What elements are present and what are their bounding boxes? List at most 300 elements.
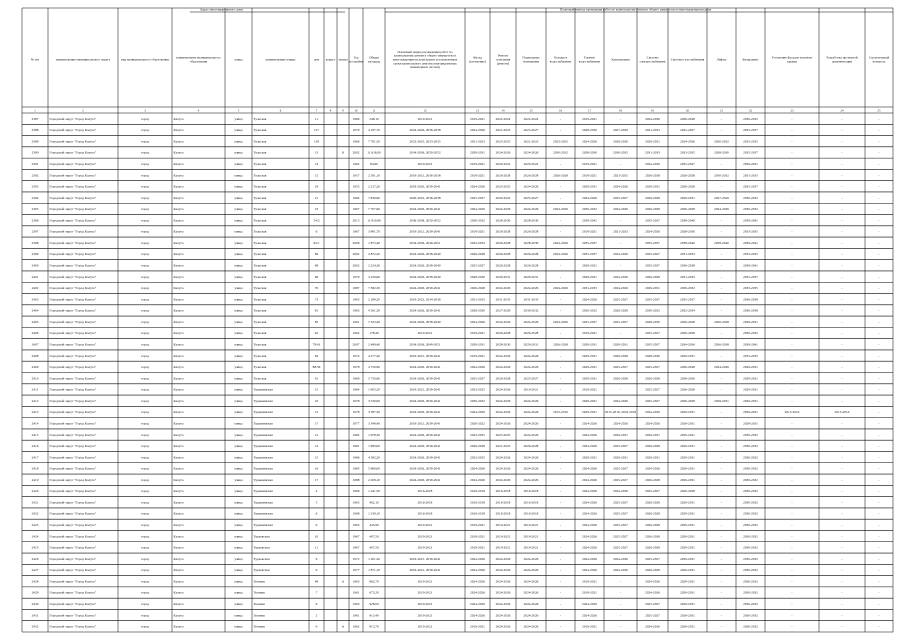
table-cell: 2015-2016 <box>553 410 568 415</box>
table-cell-empty: - <box>720 556 723 561</box>
table-cell: 2424 <box>31 534 39 539</box>
table-cell: 2019-2021 <box>417 523 433 528</box>
group-header-address: Адрес многоквартирного дома <box>200 7 243 12</box>
table-cell: 2016-2018 <box>417 489 433 494</box>
table-cell: 2035-2037 <box>743 184 758 189</box>
table-cell: Калуга <box>173 207 184 212</box>
table-cell-empty: - <box>878 568 880 573</box>
table-cell: 2023-2025 <box>613 173 628 178</box>
table-cell: 2016-2018 <box>417 511 433 516</box>
table-cell: улица <box>234 207 243 212</box>
table-cell-empty: - <box>559 161 562 166</box>
table-cell: улица <box>234 466 243 471</box>
table-cell: 2030-2032 <box>743 116 758 121</box>
table-cell: 2024-2026, 2039-2041 <box>409 455 441 460</box>
table-cell: Городской округ "Город Калуга" <box>49 207 97 212</box>
table-cell: 2019-2021 <box>582 624 597 629</box>
table-cell: 2024-2026, 2039-2041 <box>409 365 441 370</box>
table-cell: город <box>140 150 150 155</box>
table-cell: 5 750,90 <box>368 376 380 381</box>
table-cell: улица <box>234 444 243 449</box>
table-cell: 2029-2031 <box>743 398 758 403</box>
table-cell: 2024-2026, 2038-2040 <box>409 252 441 257</box>
table-cell-empty: - <box>619 240 622 245</box>
table-cell: 2398 <box>31 240 39 245</box>
table-cell: 6 <box>315 229 318 234</box>
table-cell: 2030-2032 <box>680 286 695 291</box>
table-cell: 2024-2026 <box>582 466 597 471</box>
column-number: 21 <box>720 108 723 113</box>
table-cell: 2023-2025 <box>470 455 485 460</box>
table-cell-empty: - <box>878 353 880 358</box>
table-cell: 6 <box>315 511 318 516</box>
table-cell: 2030-2032 <box>743 500 758 505</box>
table-cell-empty: - <box>720 410 723 415</box>
table-cell: улица <box>234 489 243 494</box>
table-cell-empty: - <box>559 229 562 234</box>
table-cell: Тураевская <box>253 534 270 539</box>
table-cell: 2036-2038 <box>680 263 695 268</box>
table-cell: 2019-2021 <box>523 545 539 550</box>
table-cell: Калуга <box>173 613 184 618</box>
table-cell: Городской округ "Город Калуга" <box>49 624 97 629</box>
table-cell: 1 978,30 <box>368 432 380 437</box>
table-cell-empty: - <box>841 116 843 121</box>
table-cell: 2024-2026 <box>582 601 597 606</box>
table-cell: 2026-2028 <box>613 353 628 358</box>
table-cell: 88/56 <box>312 365 321 370</box>
table-cell-empty: - <box>841 229 843 234</box>
table-cell: 928,00 <box>369 601 379 606</box>
table-cell-empty: - <box>619 590 622 595</box>
table-cell: Тюнина <box>253 590 265 595</box>
table-cell: 2024-2026 <box>523 613 539 618</box>
table-cell: Городской округ "Город Калуга" <box>49 601 97 606</box>
table-cell-empty: - <box>791 195 793 200</box>
table-cell: 2019-2021 <box>470 624 485 629</box>
table-cell: 69 <box>314 274 319 279</box>
table-cell: 2029-2031 <box>680 195 695 200</box>
table-cell: 2024-2026 <box>613 274 628 279</box>
table-cell: 2026-2028 <box>680 331 695 336</box>
table-cell-empty: - <box>619 161 622 166</box>
table-cell: Городской округ "Город Калуга" <box>49 240 97 245</box>
table-cell: 2029-2031 <box>582 455 597 460</box>
table-cell: Турынинская <box>253 444 273 449</box>
table-cell: 2025-2027 <box>613 523 628 528</box>
table-cell: Тульская <box>253 139 267 144</box>
table-cell: 2420 <box>31 489 39 494</box>
table-cell: Калуга <box>173 342 184 347</box>
table-cell: 1965 <box>352 500 360 505</box>
table-cell-empty: - <box>878 556 880 561</box>
table-cell: Калуга <box>173 523 184 528</box>
table-cell: 1 201,20 <box>368 556 380 561</box>
table-cell: 2026-2028 <box>495 376 511 381</box>
table-cell: 68 <box>314 263 319 268</box>
table-cell-empty: - <box>791 556 793 561</box>
table-cell-empty: - <box>720 523 723 528</box>
table-cell: 2030-2032 <box>645 308 660 313</box>
table-cell: 2026-2028 <box>523 173 539 178</box>
table-cell: Городской округ "Город Калуга" <box>49 297 97 302</box>
table-cell: 17 <box>314 477 319 482</box>
column-number: 16 <box>559 108 562 113</box>
table-cell: Калуга <box>173 195 184 200</box>
table-cell-empty: - <box>841 286 843 291</box>
table-cell: 2429 <box>31 590 39 595</box>
table-cell: 2397 <box>31 229 39 234</box>
table-cell: 4 750,90 <box>368 365 380 370</box>
table-cell-empty: - <box>619 263 622 268</box>
table-cell-empty: - <box>878 195 880 200</box>
table-cell: Тюнина <box>253 601 265 606</box>
table-cell-empty: - <box>841 376 843 381</box>
table-cell: 407,50 <box>369 534 379 539</box>
table-cell: 2033-2035 <box>743 286 758 291</box>
table-cell: 2029-2031 <box>743 421 758 426</box>
table-cell: 2035-2037 <box>582 240 597 245</box>
table-cell: 1979 <box>352 274 360 279</box>
table-cell-empty: - <box>791 500 793 505</box>
table-cell: 2024-2026 <box>582 444 597 449</box>
table-cell: 2033-2035 <box>743 353 758 358</box>
table-cell: 2 <box>315 613 318 618</box>
table-cell: 2403 <box>31 297 39 302</box>
table-cell: 2029-2031 <box>680 624 695 629</box>
table-cell: 2035-2037 <box>645 263 660 268</box>
table-cell: 2021-2023 <box>523 139 539 144</box>
table-cell: 2024-2026 <box>470 128 485 133</box>
table-cell: 2024-2026 <box>582 195 597 200</box>
table-cell: 2409 <box>31 365 39 370</box>
table-cell-empty: - <box>559 444 562 449</box>
table-cell: Калуга <box>173 353 184 358</box>
table-cell: 2015-2016 <box>784 410 800 415</box>
table-cell-empty: - <box>841 274 843 279</box>
table-cell-empty: - <box>559 466 562 471</box>
table-cell: 2024-2026 <box>523 455 539 460</box>
table-cell: 2024-2026 <box>523 286 539 291</box>
table-cell: 2024-2026 <box>582 568 597 573</box>
table-cell: Тураевская <box>253 545 270 550</box>
table-cell: 2027-2029 <box>495 308 511 313</box>
table-cell-empty: - <box>791 511 793 516</box>
table-cell: город <box>140 534 150 539</box>
table-cell: 2036-2038, 2050-2052 <box>409 218 441 223</box>
table-cell: 2025-2027 <box>645 365 660 370</box>
table-cell: 2 872,20 <box>368 252 380 257</box>
table-cell: 2423 <box>31 523 39 528</box>
table-cell: 2030-2032 <box>582 207 597 212</box>
table-cell-empty: - <box>720 601 723 606</box>
table-cell: 2024-2026 <box>714 207 729 212</box>
column-header: вид муниципального образования <box>121 57 169 62</box>
table-cell: 2024-2026 <box>495 556 511 561</box>
table-cell: 66 <box>314 252 319 257</box>
column-number: 23 <box>790 108 794 113</box>
table-cell: 2025-2027 <box>613 195 628 200</box>
table-cell: 2024-2026 <box>553 252 568 257</box>
table-cell: 2030-2032 <box>743 624 758 629</box>
table-cell: 1967 <box>352 229 360 234</box>
table-cell: 5 <box>315 500 318 505</box>
table-cell: 2029-2031 <box>645 455 660 460</box>
table-cell: 2029-2031 <box>743 376 758 381</box>
table-cell: 2029-2031 <box>582 353 597 358</box>
table-cell: Городской округ "Город Калуга" <box>49 387 97 392</box>
table-cell: 2026-2028 <box>645 511 660 516</box>
table-cell: 2023-2025 <box>470 387 485 392</box>
table-cell: Городской округ "Город Калуга" <box>49 128 97 133</box>
table-cell: 2029-2031 <box>743 319 758 324</box>
table-cell-empty: - <box>720 353 723 358</box>
table-cell: 2026-2028 <box>495 173 511 178</box>
table-cell-empty: - <box>619 579 622 584</box>
table-cell: Калуга <box>173 568 184 573</box>
table-cell-empty: - <box>841 173 843 178</box>
table-cell: 2391 <box>31 161 39 166</box>
table-cell: 6 <box>315 556 318 561</box>
table-cell: 3 981,70 <box>368 229 380 234</box>
table-cell: Тульская <box>253 184 267 189</box>
table-cell-empty: - <box>791 579 793 584</box>
table-cell: 2024-2026 <box>470 568 485 573</box>
table-cell: 2035-2037 <box>680 297 695 302</box>
table-cell: 2024-2026 <box>613 568 628 573</box>
table-cell: 2026-2028 <box>645 523 660 528</box>
table-cell: Калуга <box>173 489 184 494</box>
table-cell: 2031-2033 <box>680 274 695 279</box>
table-cell-empty: - <box>878 365 880 370</box>
table-cell-empty: - <box>841 263 843 268</box>
table-cell: 1987 <box>352 286 360 291</box>
table-cell: 9 <box>315 523 318 528</box>
table-cell-empty: - <box>791 523 793 528</box>
table-cell-empty: - <box>841 387 843 392</box>
table-cell: 2024-2026 <box>645 579 660 584</box>
table-cell: 2024-2026 <box>495 477 511 482</box>
table-cell: улица <box>234 308 243 313</box>
column-header: улица <box>234 57 243 62</box>
table-cell: 1 239,10 <box>368 511 380 516</box>
table-cell: 2019-2021 <box>417 590 433 595</box>
table-cell: 2031-2033 <box>582 286 597 291</box>
table-cell: 2 189,20 <box>368 297 380 302</box>
table-cell: 2025-2027 <box>680 128 695 133</box>
table-cell: город <box>140 297 150 302</box>
table-cell: 2024-2026 <box>523 207 539 212</box>
table-cell-empty: - <box>720 477 723 482</box>
table-cell: 2024-2026 <box>613 556 628 561</box>
table-cell-empty: - <box>878 545 880 550</box>
table-cell: улица <box>234 252 243 257</box>
table-cell: 1988 <box>352 477 360 482</box>
table-cell-empty: - <box>841 624 843 629</box>
table-cell: улица <box>234 218 243 223</box>
table-cell: 2024-2026 <box>523 150 539 155</box>
table-cell: 2021-2023 <box>495 128 511 133</box>
table-cell: Турынинская <box>253 523 273 528</box>
table-cell: 1991 <box>352 319 360 324</box>
table-cell-empty: - <box>791 601 793 606</box>
table-cell: Калуга <box>173 601 184 606</box>
table-cell: 2030-2032 <box>523 308 539 313</box>
table-cell: 2024-2026 <box>470 365 485 370</box>
table-cell: 9 <box>315 568 318 573</box>
table-cell: 2024-2026 <box>523 590 539 595</box>
table-cell-empty: - <box>841 128 843 133</box>
table-cell-empty: - <box>720 252 723 257</box>
table-cell: 2029-2031 <box>680 545 695 550</box>
table-cell: улица <box>234 286 243 291</box>
table-cell: 2019-2021 <box>417 613 433 618</box>
table-cell: 2034-2036, 2050-2052 <box>409 150 441 155</box>
table-cell: Городской округ "Город Калуга" <box>49 342 97 347</box>
table-cell-empty: - <box>878 590 880 595</box>
table-cell: 1978 <box>352 365 360 370</box>
table-cell-empty: - <box>619 613 622 618</box>
table-cell: 2024-2026 <box>470 590 485 595</box>
table-cell: 2 224,30 <box>368 263 380 268</box>
column-number: 7 <box>315 108 318 113</box>
table-cell-empty: - <box>559 387 562 392</box>
table-cell: 2025-2027 <box>470 263 485 268</box>
table-cell: 2019-2021 <box>417 161 433 166</box>
table-cell-empty: - <box>841 184 843 189</box>
table-cell-empty: - <box>720 263 723 268</box>
table-cell: 2029-2031 <box>582 263 597 268</box>
table-cell: Турынинская <box>253 432 273 437</box>
table-cell: 2025-2027 <box>523 128 539 133</box>
table-cell-empty: - <box>559 184 562 189</box>
table-cell-empty: - <box>791 139 793 144</box>
table-cell: 2019-2021, 2039-2041 <box>409 229 441 234</box>
column-number: 17 <box>588 108 591 113</box>
table-cell: Калуга <box>173 624 184 629</box>
table-cell: 2029-2031 <box>680 511 695 516</box>
table-cell: 4 577,20 <box>368 353 380 358</box>
table-cell: 2024-2026 <box>495 319 511 324</box>
table-cell: Калуга <box>173 455 184 460</box>
table-cell: 2419 <box>31 477 39 482</box>
column-header: Подвальные помещения <box>522 55 540 64</box>
table-cell: 2024-2026 <box>613 421 628 426</box>
table-cell: 2026-2028 <box>470 444 485 449</box>
table-cell: 2411 <box>31 387 39 392</box>
table-cell: 2026-2028 <box>495 240 511 245</box>
table-cell: 1964 <box>352 387 360 392</box>
table-cell: 1977 <box>352 568 360 573</box>
table-cell: 2024-2026 <box>523 421 539 426</box>
table-cell: 915,70 <box>369 624 379 629</box>
column-header: наименование муниципального образования <box>176 55 221 64</box>
column-number: 8 <box>329 108 332 113</box>
table-cell-empty: - <box>791 398 793 403</box>
table-cell-empty: - <box>559 297 562 302</box>
table-cell: 2024-2026 <box>470 556 485 561</box>
table-cell-empty: - <box>878 511 880 516</box>
table-cell: улица <box>234 511 243 516</box>
table-cell: 2021-2023 <box>470 139 485 144</box>
table-cell: 2023-2025 <box>553 139 568 144</box>
table-cell: 2029-2031 <box>680 410 695 415</box>
table-cell: город <box>140 624 150 629</box>
table-cell: 2024-2026 <box>523 319 539 324</box>
table-cell: 62/1 <box>313 240 320 245</box>
table-cell: 2023-2025 <box>495 139 511 144</box>
table-cell: 2027-2029 <box>714 195 729 200</box>
table-cell: 2030-2032 <box>743 489 758 494</box>
table-cell: 2030-2032 <box>743 545 758 550</box>
table-cell: 2002 <box>352 150 360 155</box>
table-cell: 2027-2029 <box>613 128 628 133</box>
table-cell: улица <box>234 410 243 415</box>
table-cell: 2421 <box>31 500 39 505</box>
table-cell: 2024-2026 <box>470 410 485 415</box>
table-cell: 2029-2031 <box>582 274 597 279</box>
table-cell: 1961 <box>352 613 360 618</box>
table-cell: Тульская <box>253 161 267 166</box>
table-cell: 1978 <box>352 398 360 403</box>
table-cell: город <box>140 489 150 494</box>
table-cell-empty: - <box>559 116 562 121</box>
table-cell-empty: - <box>878 387 880 392</box>
table-cell: 2029-2031 <box>680 556 695 561</box>
table-cell-empty: - <box>878 128 880 133</box>
table-cell: Турынинская <box>253 421 273 426</box>
table-cell: город <box>140 342 150 347</box>
table-cell-empty: - <box>878 477 880 482</box>
table-cell: Тульская <box>253 195 267 200</box>
table-cell: Городской округ "Город Калуга" <box>49 195 97 200</box>
table-cell-empty: - <box>841 511 843 516</box>
table-cell: 2387 <box>31 116 39 121</box>
table-cell: Калуга <box>173 173 184 178</box>
table-cell: 2030-2032 <box>743 613 758 618</box>
table-cell: улица <box>234 545 243 550</box>
table-cell: 84 <box>314 353 319 358</box>
table-cell: 962,70 <box>369 579 379 584</box>
table-cell: 2024-2026 <box>523 624 539 629</box>
table-cell: 2024-2026, 2039-2041 <box>409 410 441 415</box>
table-cell-empty: - <box>878 263 880 268</box>
table-cell: 2024-2026 <box>523 410 539 415</box>
table-cell: 445,90 <box>369 523 379 528</box>
table-cell: Тульская <box>253 128 267 133</box>
table-cell-empty: - <box>559 274 562 279</box>
table-cell: 2024-2026 <box>582 545 597 550</box>
table-cell: 127 <box>313 128 320 133</box>
table-cell: 2029-2031 <box>680 534 695 539</box>
table-cell: 2024-2026, 2039-2041 <box>409 466 441 471</box>
table-cell: 54/2 <box>313 218 320 223</box>
table-cell-empty: - <box>619 387 622 392</box>
table-cell-empty: - <box>878 444 880 449</box>
table-cell: улица <box>234 398 243 403</box>
table-cell: 2024-2026 <box>582 500 597 505</box>
table-cell: 2031-2033 <box>470 297 485 302</box>
table-cell: 2023-2025 <box>495 432 511 437</box>
table-cell: Городской округ "Город Калуга" <box>49 500 97 505</box>
table-cell: 1965 <box>352 579 360 584</box>
table-cell: 2025-2027 <box>613 319 628 324</box>
table-cell: 2019-2022, 2034-2036 <box>409 297 441 302</box>
table-cell: город <box>140 229 150 234</box>
table-cell: 1955 <box>352 184 360 189</box>
table-cell: Калуга <box>173 252 184 257</box>
table-cell: 2018-2020, 2039-2041 <box>409 184 441 189</box>
